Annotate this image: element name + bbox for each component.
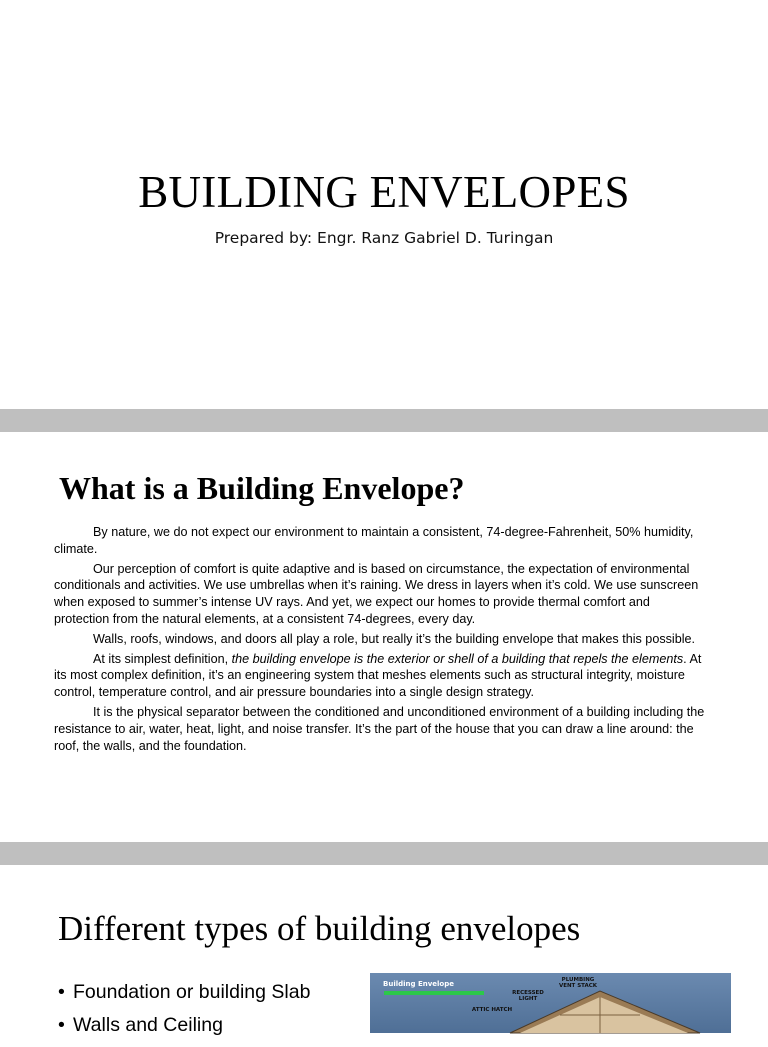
paragraph: Walls, roofs, windows, and doors all play a role, but really it’s the building envelope that makes this possible. [93, 631, 696, 646]
list-item [58, 1014, 310, 1037]
paragraph [54, 651, 706, 701]
diagram-title: Building Envelope [383, 980, 455, 988]
paragraph: It is the physical separator between the conditioned and unconditioned environment of a building including the resistance to air, water, heat, light, and noise transfer. It’s the part of the house that you can draw a line around: the roof, the walls, and the foundation. [54, 704, 705, 753]
building-envelope-diagram [370, 973, 731, 1033]
legend-swatch [384, 991, 484, 995]
bullet-icon: • [58, 981, 65, 1003]
slide-divider [0, 842, 768, 865]
slide-title: What is a Building Envelope? [59, 470, 465, 506]
definition-slide [0, 432, 768, 842]
diagram-label-attic: ATTIC HATCH [471, 1007, 513, 1013]
paragraph-text: . At its most complex definition, it’s an engineering system that meshes elements such as structural integrity, moisture control, temperature control, and air pressure boundaries into a single design strategy. [54, 651, 702, 700]
types-slide [0, 865, 768, 1036]
slide-body [54, 524, 706, 757]
definition-emphasis: the building envelope is the exterior or shell of a building that repels the elements [231, 651, 684, 666]
list-item-text: Foundation or building Slab [73, 981, 311, 1003]
diagram-label-plumbing: PLUMBING VENT STACK [558, 977, 598, 989]
diagram-label-recessed: RECESSED LIGHT [512, 990, 544, 1002]
list-item-text: Walls and Ceiling [73, 1014, 223, 1036]
bullet-icon: • [58, 1014, 65, 1036]
paragraph: Our perception of comfort is quite adaptive and is based on circumstance, the expectation of environmental conditionals and activities. We use umbrellas when it’s raining. We dress in layers when it’s cold. We use sunscreen when exposed to summer’s intense UV rays. And yet, we expect our homes to provide thermal comfort and protection from the natural elements, at a consistent 74-degrees, every day. [54, 561, 699, 626]
slide-divider [0, 409, 768, 432]
bullet-list [58, 981, 310, 1047]
paragraph: By nature, we do not expect our environment to maintain a consistent, 74-degree-Fahrenheit, 50% humidity, climate. [54, 525, 694, 556]
slide-title: Different types of building envelopes [58, 909, 581, 948]
list-item [58, 981, 310, 1004]
title-slide [0, 0, 768, 409]
presentation-subtitle: Prepared by: Engr. Ranz Gabriel D. Turingan [214, 229, 554, 247]
paragraph-text: At its simplest definition, [93, 651, 232, 666]
presentation-title: BUILDING ENVELOPES [138, 167, 630, 217]
